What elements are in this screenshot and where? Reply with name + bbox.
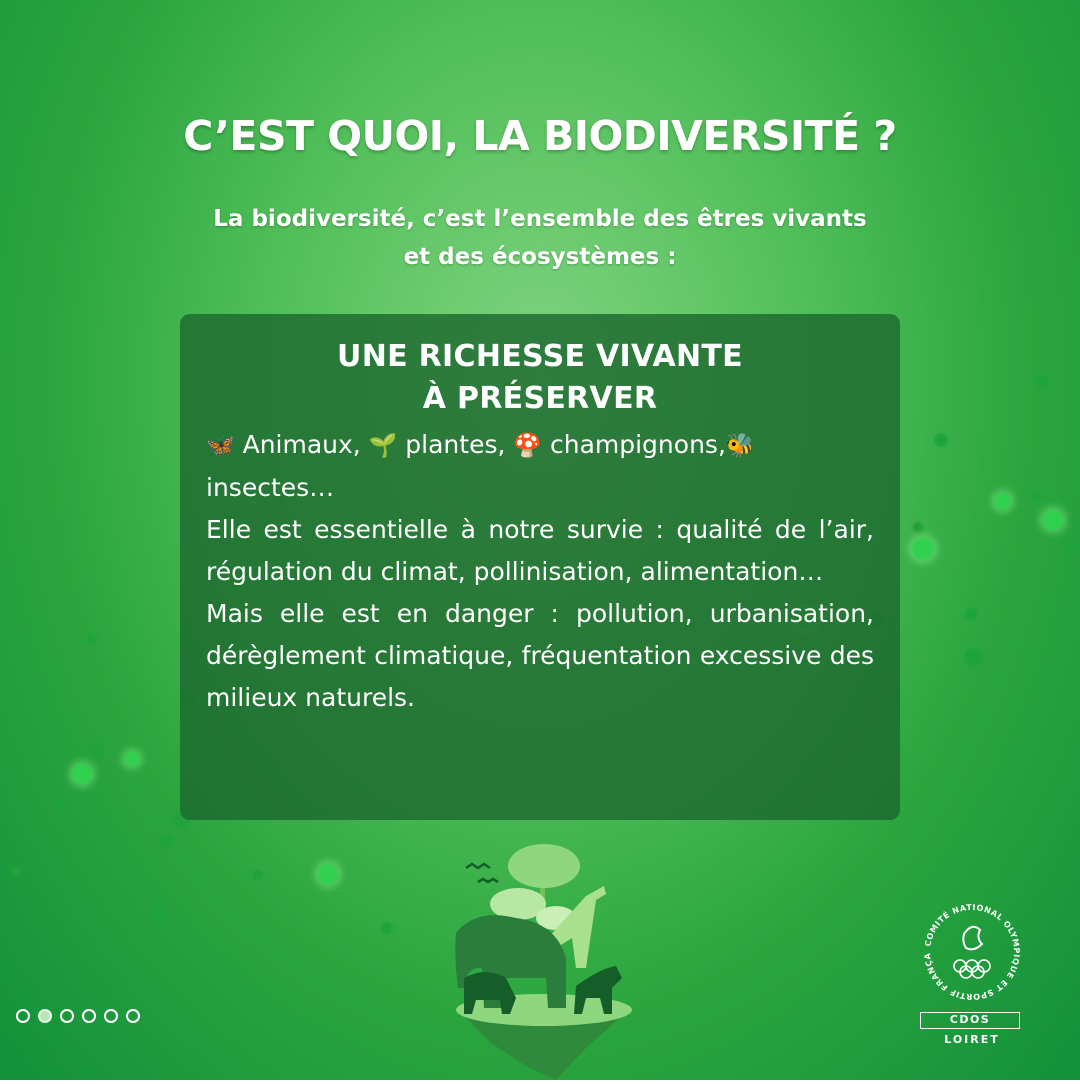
card-title-line-1: UNE RICHESSE VIVANTE xyxy=(337,339,743,374)
info-card xyxy=(180,314,900,820)
seedling-icon: 🌱 xyxy=(368,433,398,459)
item-champignons: champignons, xyxy=(549,430,726,459)
item-plantes: plantes, xyxy=(405,430,506,459)
logo-cdos: CDOS xyxy=(920,1012,1020,1029)
item-insectes: insectes… xyxy=(206,473,335,502)
card-title xyxy=(206,336,874,420)
cnosf-cdos-logo xyxy=(916,894,1028,1054)
bee-icon: 🐝 xyxy=(725,433,755,459)
pager-dot-6[interactable] xyxy=(126,1009,140,1023)
item-animaux: Animaux, xyxy=(242,430,361,459)
subtitle-line-1: La biodiversité, c’est l’ensemble des êtres vivants xyxy=(213,206,867,232)
logo-loiret: LOIRET xyxy=(944,1033,1000,1046)
living-things-list xyxy=(206,424,874,509)
pager-dot-1[interactable] xyxy=(16,1009,30,1023)
biodiversity-illustration xyxy=(436,838,646,1080)
svg-text:COMITÉ NATIONAL OLYMPIQUE ET S xyxy=(916,894,1021,1001)
subtitle-line-2: et des écosystèmes : xyxy=(403,244,677,270)
logo-arc-text: COMITÉ NATIONAL OLYMPIQUE ET SPORTIF FRANÇA xyxy=(922,902,1022,1002)
mushroom-icon: 🍄 xyxy=(513,433,543,459)
pager-dot-4[interactable] xyxy=(82,1009,96,1023)
card-body xyxy=(206,424,874,719)
paragraph-danger: Mais elle est en danger : pollution, urbanisation, dérèglement climatique, fréquentation excessive des milieux naturels. xyxy=(206,599,874,712)
page-title: C’EST QUOI, LA BIODIVERSITÉ ? xyxy=(183,112,897,160)
paragraph-essential: Elle est essentielle à notre survie : qualité de l’air, régulation du climat, pollinisation, alimentation… xyxy=(206,515,874,586)
butterfly-icon: 🦋 xyxy=(206,433,235,459)
page-subtitle xyxy=(140,200,940,276)
pager-dot-3[interactable] xyxy=(60,1009,74,1023)
pager-dot-2-active[interactable] xyxy=(38,1009,52,1023)
pager-dot-5[interactable] xyxy=(104,1009,118,1023)
card-title-line-2: À PRÉSERVER xyxy=(422,381,658,416)
carousel-pager xyxy=(16,1009,140,1023)
